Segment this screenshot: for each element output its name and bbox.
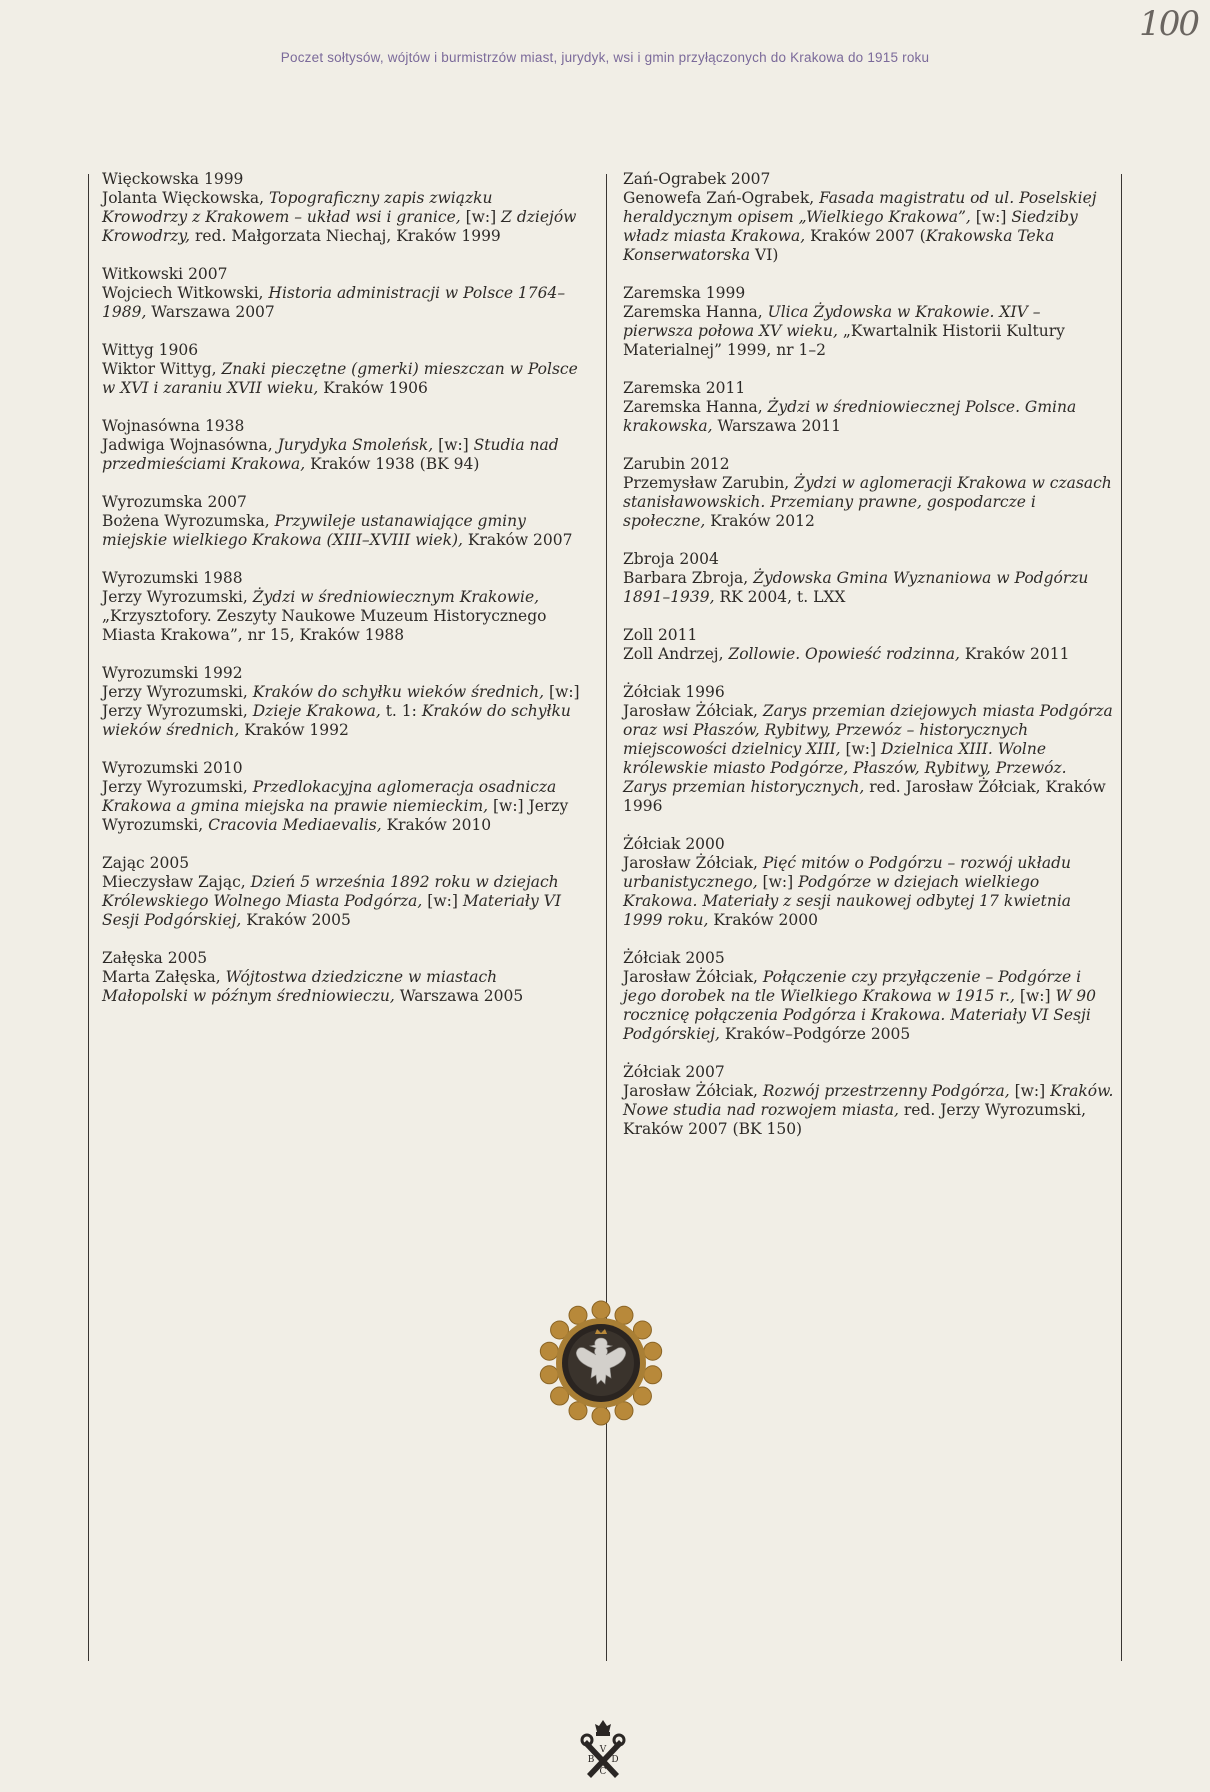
bibliography-entry (102, 170, 582, 246)
reference-title: Żydzi w średniowiecznej Polsce. Gmina krakowska, (623, 398, 1077, 435)
entry-reference (623, 189, 1115, 265)
reference-text: Jolanta Więckowska, (102, 189, 270, 207)
entry-key: Załęska 2005 (102, 949, 208, 967)
library-stamp-icon (579, 1718, 627, 1784)
reference-text: Jerzy Wyrozumski, (102, 588, 253, 606)
reference-title: Historia administracji w Polsce 1764–1989, (102, 284, 566, 321)
entry-reference (102, 683, 582, 740)
reference-text: Kraków 1992 (239, 721, 349, 739)
reference-text: Kraków 2000 (708, 911, 818, 929)
entry-key: Żółciak 1996 (623, 683, 725, 701)
reference-text: Mieczysław Zając, (102, 873, 251, 891)
reference-title: Dzielnica XIII. Wolne królewskie miasto Podgórze, Płaszów, Rybitwy, Przewóz. Zarys przemian historycznych, (623, 740, 1067, 796)
bibliography-entry (102, 664, 582, 740)
entry-reference (623, 854, 1115, 930)
reference-text: [w:] Jerzy Wyrozumski, (102, 683, 580, 720)
bibliography-entry (623, 1063, 1115, 1139)
reference-title: Pięć mitów o Podgórzu – rozwój układu urbanistycznego, (623, 854, 1071, 891)
bibliography-entry (102, 949, 582, 1006)
reference-text: Przemysław Zarubin, (623, 474, 795, 492)
bibliography-entry (102, 341, 582, 398)
reference-text: Barbara Zbroja, (623, 569, 754, 587)
reference-text: Wojciech Witkowski, (102, 284, 269, 302)
reference-title: Dzień 5 września 1892 roku w dziejach Królewskiego Wolnego Miasta Podgórza, (102, 873, 559, 910)
running-header: Poczet sołtysów, wójtów i burmistrzów miast, jurydyk, wsi i gmin przyłączonych do Krakowa do 1915 roku (280, 50, 930, 65)
bibliography-entry (623, 170, 1115, 265)
reference-text: Kraków 2007 (462, 531, 573, 549)
entry-reference (102, 968, 582, 1006)
entry-reference (623, 702, 1115, 816)
reference-text: red. Jerzy Wyrozumski, Kraków 2007 (BK 150) (623, 1101, 1087, 1138)
entry-key: Zań-Ograbek 2007 (623, 170, 771, 188)
entry-reference (623, 303, 1115, 360)
entry-reference (623, 474, 1115, 531)
reference-text: Zoll Andrzej, (623, 645, 729, 663)
bibliography-entry (102, 854, 582, 930)
reference-text: Jerzy Wyrozumski, (102, 683, 253, 701)
reference-text: Genowefa Zań-Ograbek, (623, 189, 820, 207)
reference-title: Fasada magistratu od ul. Poselskiej heraldycznym opisem „Wielkiego Krakowa”, (623, 189, 1097, 226)
reference-title: Kraków do schyłku wieków średnich, (252, 683, 545, 701)
bibliography-left-column (102, 170, 582, 1025)
reference-text: Warszawa 2007 (146, 303, 275, 321)
reference-title: Topograficzny zapis związku Krowodrzy z Krakowem – układ wsi i granice, (102, 189, 493, 226)
entry-key: Wyrozumski 1992 (102, 664, 243, 682)
reference-text: [w:] (422, 892, 463, 910)
entry-reference (102, 189, 582, 246)
reference-text: [w:] (433, 436, 474, 454)
reference-text: Kraków 2005 (241, 911, 351, 929)
entry-key: Zbroja 2004 (623, 550, 719, 568)
reference-text: Kraków 2011 (959, 645, 1070, 663)
entry-reference (623, 398, 1115, 436)
reference-title: Zollowie. Opowieść rodzinna, (728, 645, 960, 663)
reference-title: Cracovia Mediaevalis, (208, 816, 382, 834)
bibliography-entry (623, 683, 1115, 816)
entry-reference (623, 1082, 1115, 1139)
reference-text: Kraków 2012 (705, 512, 815, 530)
reference-text: [w:] (757, 873, 799, 891)
svg-text:V: V (599, 1745, 607, 1755)
reference-title: Przywileje ustanawiające gminy miejskie wielkiego Krakowa (XIII–XVIII wiek), (102, 512, 526, 549)
reference-text: [w:] (1009, 1082, 1051, 1100)
reference-title: Żydzi w aglomeracji Krakowa w czasach stanisławowskich. Przemiany prawne, gospodarcze i społeczne, (623, 474, 1112, 530)
handwritten-page-number: 100 (1139, 4, 1198, 44)
entry-reference (623, 968, 1115, 1044)
reference-text: Kraków 2007 ( (805, 227, 926, 245)
reference-text: [w:] (1014, 987, 1056, 1005)
reference-title: Siedziby władz miasta Krakowa, (623, 208, 1078, 245)
entry-key: Więckowska 1999 (102, 170, 244, 188)
reference-text: [w:] Jerzy Wyrozumski, (102, 797, 569, 834)
eagle-medallion-icon (534, 1296, 668, 1430)
reference-text: Kraków 2010 (381, 816, 492, 834)
reference-text: [w:] (840, 740, 881, 758)
entry-key: Witkowski 2007 (102, 265, 228, 283)
entry-key: Wojnasówna 1938 (102, 417, 245, 435)
reference-text: Jadwiga Wojnasówna, (102, 436, 278, 454)
entry-key: Zaremska 2011 (623, 379, 746, 397)
reference-title: Studia nad przedmieściami Krakowa, (102, 436, 559, 473)
bibliography-entry (102, 759, 582, 835)
bibliography-entry (102, 493, 582, 550)
reference-title: Krakowska Teka Konserwatorska (623, 227, 1055, 264)
entry-key: Zarubin 2012 (623, 455, 730, 473)
reference-text: Warszawa 2011 (712, 417, 841, 435)
entry-key: Żółciak 2000 (623, 835, 725, 853)
entry-key: Wittyg 1906 (102, 341, 199, 359)
entry-key: Wyrozumska 2007 (102, 493, 247, 511)
reference-text: Kraków 1906 (318, 379, 428, 397)
reference-text: t. 1: (380, 702, 422, 720)
reference-title: Żydowska Gmina Wyznaniowa w Podgórzu 1891–1939, (623, 569, 1089, 606)
reference-text: red. Małgorzata Niechaj, Kraków 1999 (190, 227, 501, 245)
reference-text: Zaremska Hanna, (623, 303, 768, 321)
entry-key: Żółciak 2007 (623, 1063, 725, 1081)
left-rule (88, 174, 89, 1661)
reference-title: Rozwój przestrzenny Podgórza, (762, 1082, 1010, 1100)
entry-reference (102, 778, 582, 835)
entry-reference (623, 645, 1115, 664)
bibliography-entry (623, 835, 1115, 930)
reference-text: VI) (750, 246, 779, 264)
bibliography-entry (102, 417, 582, 474)
svg-text:B: B (587, 1755, 595, 1765)
reference-title: Z dziejów Krowodrzy, (102, 208, 577, 245)
reference-title: Kraków do schyłku wieków średnich, (102, 702, 571, 739)
reference-title: Połączenie czy przyłączenie – Podgórze i jego dorobek na tle Wielkiego Krakowa w 1915 r., (623, 968, 1082, 1005)
entry-reference (102, 873, 582, 930)
entry-key: Wyrozumski 2010 (102, 759, 243, 777)
entry-key: Żółciak 2005 (623, 949, 725, 967)
reference-text: Jerzy Wyrozumski, (102, 778, 253, 796)
reference-title: Przedlokacyjna aglomeracja osadnicza Krakowa a gmina miejska na prawie niemieckim, (102, 778, 557, 815)
reference-title: Znaki pieczętne (gmerki) mieszczan w Polsce w XVI i zaraniu XVII wieku, (102, 360, 578, 397)
reference-title: Żydzi w średniowiecznym Krakowie, (252, 588, 540, 606)
bibliography-entry (623, 379, 1115, 436)
bibliography-entry (623, 550, 1115, 607)
reference-text: Kraków–Podgórze 2005 (719, 1025, 911, 1043)
bibliography-entry (102, 569, 582, 645)
entry-reference (102, 360, 582, 398)
reference-text: Wiktor Wittyg, (102, 360, 222, 378)
reference-title: Wójtostwa dziedziczne w miastach Małopolski w późnym średniowieczu, (102, 968, 498, 1005)
reference-text: Bożena Wyrozumska, (102, 512, 275, 530)
bibliography-entry (102, 265, 582, 322)
reference-text: red. Jarosław Żółciak, Kraków 1996 (623, 778, 1106, 815)
reference-text: Jarosław Żółciak, (623, 1082, 763, 1100)
entry-key: Zaremska 1999 (623, 284, 746, 302)
entry-reference (102, 588, 582, 645)
svg-text:D: D (611, 1755, 619, 1765)
reference-title: Jurydyka Smoleńsk, (277, 436, 434, 454)
reference-text: [w:] (970, 208, 1012, 226)
entry-reference (623, 569, 1115, 607)
entry-reference (102, 436, 582, 474)
svg-text:C: C (599, 1767, 607, 1777)
entry-key: Zoll 2011 (623, 626, 698, 644)
bibliography-entry (623, 626, 1115, 664)
reference-title: Dzieje Krakowa, (252, 702, 381, 720)
bibliography-entry (623, 949, 1115, 1044)
reference-text: [w:] (460, 208, 502, 226)
reference-text: RK 2004, t. LXX (714, 588, 846, 606)
bibliography-entry (623, 284, 1115, 360)
reference-text: Kraków 1938 (BK 94) (305, 455, 480, 473)
right-rule (1121, 174, 1122, 1661)
entry-reference (102, 284, 582, 322)
reference-title: Podgórze w dziejach wielkiego Krakowa. Materiały z sesji naukowej odbytej 17 kwietnia 1999 roku, (623, 873, 1072, 929)
reference-title: Ulica Żydowska w Krakowie. XIV – pierwsza połowa XV wieku, (623, 303, 1041, 340)
entry-reference (102, 512, 582, 550)
middle-rule (606, 174, 607, 1661)
reference-text: Zaremska Hanna, (623, 398, 768, 416)
reference-text: Jarosław Żółciak, (623, 854, 763, 872)
reference-title: W 90 rocznicę połączenia Podgórza i Krakowa. Materiały VI Sesji Podgórskiej, (623, 987, 1097, 1043)
reference-text: Jarosław Żółciak, (623, 968, 763, 986)
reference-text: „Kwartalnik Historii Kultury Materialnej” 1999, nr 1–2 (623, 322, 1065, 359)
reference-text: Jarosław Żółciak, (623, 702, 763, 720)
reference-text: Marta Załęska, (102, 968, 226, 986)
entry-key: Wyrozumski 1988 (102, 569, 243, 587)
bibliography-right-column (623, 170, 1115, 1158)
reference-title: Zarys przemian dziejowych miasta Podgórza oraz wsi Płaszów, Rybitwy, Przewóz – historycznych miejscowości dzielnicy XIII, (623, 702, 1113, 758)
reference-title: Kraków. Nowe studia nad rozwojem miasta, (623, 1082, 1114, 1119)
bibliography-entry (623, 455, 1115, 531)
entry-key: Zając 2005 (102, 854, 190, 872)
reference-text: Warszawa 2005 (394, 987, 524, 1005)
reference-title: Materiały VI Sesji Podgórskiej, (102, 892, 561, 929)
reference-text: „Krzysztofory. Zeszyty Naukowe Muzeum Historycznego Miasta Krakowa”, nr 15, Kraków 1988 (102, 607, 547, 644)
